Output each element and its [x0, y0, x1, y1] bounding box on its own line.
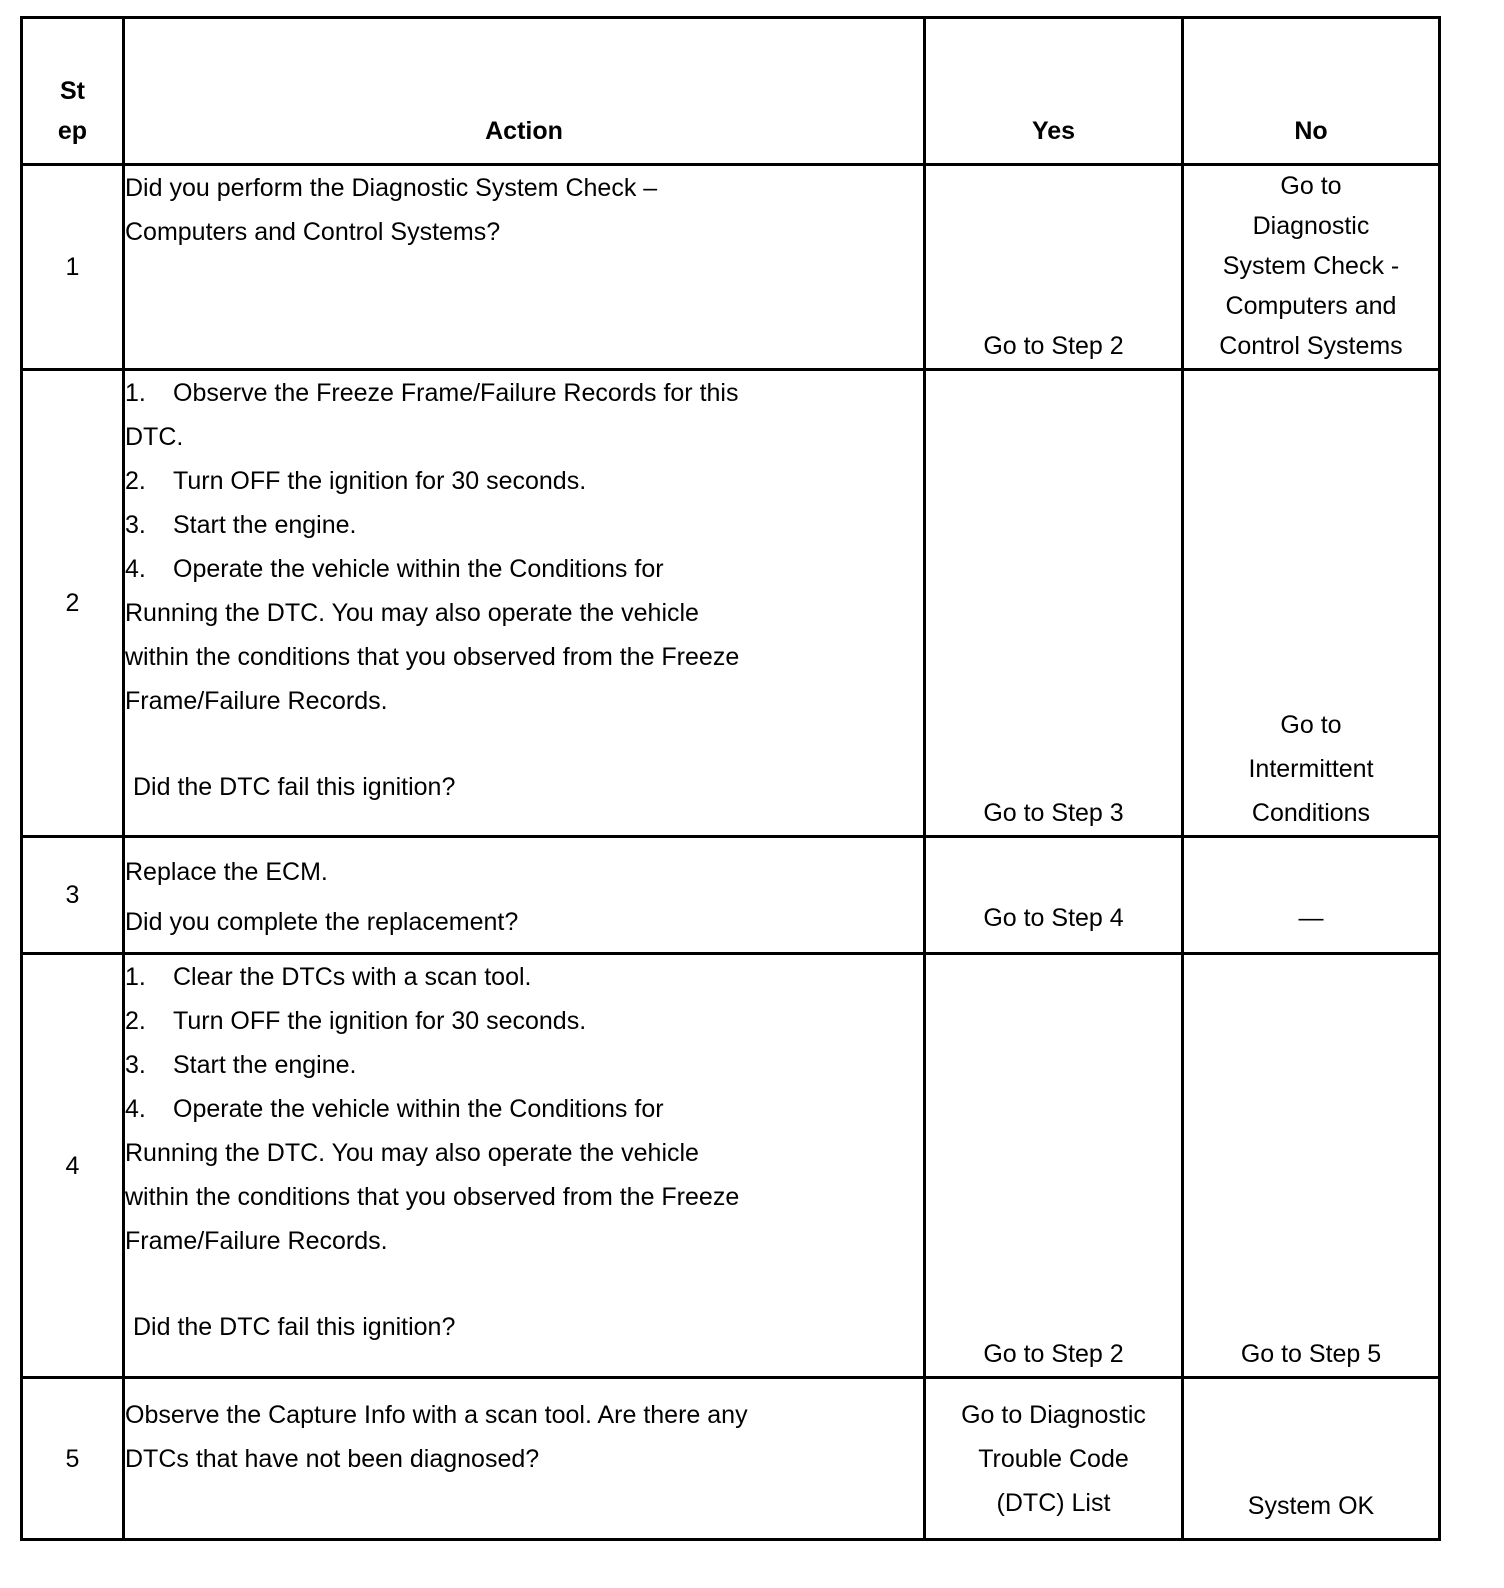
action-question: Did the DTC fail this ignition? — [133, 1313, 456, 1341]
action-cell — [124, 837, 925, 954]
table-row — [22, 837, 1440, 954]
yes-cell: Go to Step 3 — [925, 370, 1183, 837]
no-cell — [1183, 370, 1440, 837]
no-line: Control Systems — [1219, 332, 1403, 360]
action-cell — [124, 165, 925, 370]
action-line: Running the DTC. You may also operate the vehicle — [125, 1139, 699, 1167]
table-row — [22, 1378, 1440, 1540]
action-line: DTC. — [125, 423, 184, 451]
action-line — [125, 1087, 923, 1131]
step-list-number: 4. — [125, 1095, 146, 1123]
action-line: DTCs that have not been diagnosed? — [125, 1445, 540, 1473]
header-yes: Yes — [925, 18, 1183, 165]
step-list-number: 4. — [125, 555, 146, 583]
step-list-number: 1. — [125, 963, 146, 991]
header-row — [22, 18, 1440, 165]
step-list-number: 1. — [125, 379, 146, 407]
no-line: Go to — [1280, 172, 1342, 200]
yes-cell: Go to Step 4 — [925, 837, 1183, 954]
diagnostic-table — [20, 16, 1441, 1541]
yes-cell — [925, 1378, 1183, 1540]
yes-line: Trouble Code — [978, 1445, 1129, 1473]
spacer — [125, 1263, 923, 1305]
step-list-number: 3. — [125, 511, 146, 539]
table-row — [22, 165, 1440, 370]
no-line: Computers and — [1225, 292, 1397, 320]
header-step — [22, 18, 124, 165]
yes-line: (DTC) List — [996, 1489, 1111, 1517]
table-row — [22, 954, 1440, 1378]
action-line — [125, 503, 923, 547]
action-question: Did the DTC fail this ignition? — [133, 773, 456, 801]
step-number: 2 — [22, 370, 124, 837]
no-line: Diagnostic — [1252, 212, 1370, 240]
no-line: Go to — [1280, 711, 1342, 739]
no-line: System Check - — [1222, 252, 1400, 280]
action-cell — [124, 954, 925, 1378]
step-list-text: Turn OFF the ignition for 30 seconds. — [173, 467, 587, 495]
step-list-text: Start the engine. — [173, 1051, 357, 1079]
header-step-line1: St — [60, 77, 85, 105]
no-line: Intermittent — [1248, 755, 1374, 783]
action-line — [125, 547, 923, 591]
step-list-number: 2. — [125, 467, 146, 495]
step-number: 5 — [22, 1378, 124, 1540]
action-line — [125, 955, 923, 999]
spacer — [125, 723, 923, 765]
step-list-text: Turn OFF the ignition for 30 seconds. — [173, 1007, 587, 1035]
yes-line: Go to Diagnostic — [961, 1401, 1146, 1429]
step-list-number: 2. — [125, 1007, 146, 1035]
action-line: Did you complete the replacement? — [125, 908, 519, 936]
step-number: 1 — [22, 165, 124, 370]
table-row — [22, 370, 1440, 837]
action-line — [125, 371, 923, 415]
action-line — [125, 459, 923, 503]
action-line: Running the DTC. You may also operate the vehicle — [125, 599, 699, 627]
action-line: within the conditions that you observed from the Freeze — [125, 1183, 740, 1211]
step-list-text: Start the engine. — [173, 511, 357, 539]
no-cell — [1183, 165, 1440, 370]
action-line: Frame/Failure Records. — [125, 1227, 388, 1255]
action-line: Frame/Failure Records. — [125, 687, 388, 715]
action-line: Computers and Control Systems? — [125, 218, 501, 246]
step-number: 3 — [22, 837, 124, 954]
action-line: Did you perform the Diagnostic System Check – — [125, 174, 658, 202]
no-cell: System OK — [1183, 1378, 1440, 1540]
step-list-text: Operate the vehicle within the Conditions for — [173, 555, 664, 583]
step-list-text: Clear the DTCs with a scan tool. — [173, 963, 532, 991]
action-line: Observe the Capture Info with a scan tool. Are there any — [125, 1401, 748, 1429]
header-step-line2: ep — [57, 117, 88, 145]
no-cell: Go to Step 5 — [1183, 954, 1440, 1378]
action-cell — [124, 370, 925, 837]
action-line — [125, 999, 923, 1043]
step-number: 4 — [22, 954, 124, 1378]
action-cell — [124, 1378, 925, 1540]
no-line: Conditions — [1251, 799, 1371, 827]
yes-cell: Go to Step 2 — [925, 954, 1183, 1378]
action-line: Replace the ECM. — [125, 858, 328, 886]
step-list-text: Observe the Freeze Frame/Failure Records for this — [173, 379, 739, 407]
yes-cell: Go to Step 2 — [925, 165, 1183, 370]
action-line — [125, 1043, 923, 1087]
step-list-text: Operate the vehicle within the Conditions for — [173, 1095, 664, 1123]
header-action: Action — [124, 18, 925, 165]
step-list-number: 3. — [125, 1051, 146, 1079]
header-no: No — [1183, 18, 1440, 165]
action-line: within the conditions that you observed from the Freeze — [125, 643, 740, 671]
no-cell: — — [1183, 837, 1440, 954]
